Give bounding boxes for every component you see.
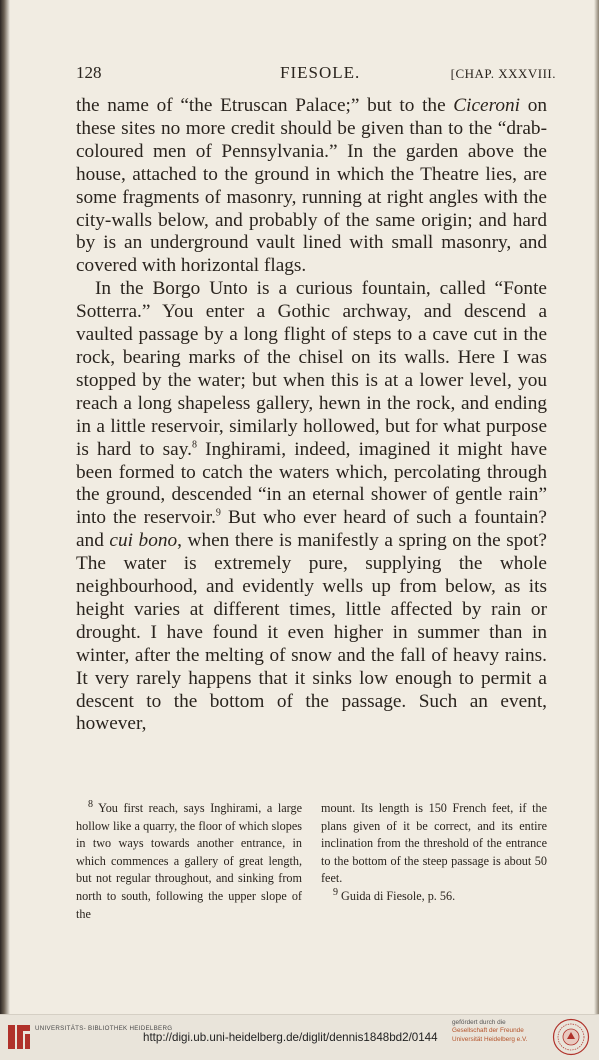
page-number: 128 (76, 63, 102, 82)
footnote-column-left (76, 800, 302, 923)
paragraph: In the Borgo Unto is a curious fountain, called “Fonte Sotterra.” You enter a Gothic archway, and descend a vaulted passage by a long flight of steps to a cave cut in the rock, bearing marks of the chisel on its walls. Here I was stopped by the water; but when this is at a lower level, you reach a long shapeless gallery, hewn in the rock, and ending in a little reservoir, similarly hollowed, but for what purpose is hard to say.$^8$ Inghirami, indeed, imagined it might have been formed to catch the waters which, percolating through the ground, descended “in an eternal shower of gentle rain” into the reservoir.$^9$ But who ever heard of such a fountain? and cui bono, when there is manifestly a spring on the spot? The water is extremely pure, supplying the whole neighbourhood, and evidently wells up from below, as its height varies at different times, little affected by rain or drought. I have found it even higher in summer than in winter, after the melting of snow and the fall of heavy rains. It very rarely happens that it sinks low enough to permit a descent to the bottom of the passage. Such an event, however, (76, 278, 548, 735)
footnote-reference[interactable]: 8 (191, 439, 197, 451)
footnote-8-continued: mount. Its length is 150 French feet, if the plans given of it be correct, and its entire inclination from the threshold of the entrance to the bottom of the steep passage is about 50 feet. (321, 801, 547, 886)
footnote-8: $^8$ You first reach, says Inghirami, a large hollow like a quarry, the floor of which slopes in two ways towards another entrance, in which commences a gallery of great length, but not regular throughout, and sinking from north to south, following the upper slope of the (76, 798, 302, 921)
italic-phrase: cui bono (109, 530, 178, 552)
running-title: FIESOLE. (280, 63, 361, 82)
page-gutter-shadow (0, 0, 10, 1014)
sponsor-line-2: Gesellschaft der Freunde (452, 1027, 524, 1035)
body-text (76, 95, 547, 736)
library-name: UNIVERSITÄTS- BIBLIOTHEK HEIDELBERG (35, 1025, 173, 1032)
sponsor-line-3: Universität Heidelberg e.V. (452, 1035, 528, 1043)
permalink-url[interactable]: http://digi.ub.uni-heidelberg.de/diglit/dennis1848bd2/0144 (143, 1031, 438, 1044)
footnotes (76, 800, 547, 923)
footnote-marker: 8 (88, 798, 93, 810)
italic-phrase: Ciceroni (453, 95, 521, 116)
page-edge (594, 0, 599, 1014)
sponsor-credit (452, 1019, 527, 1044)
running-head (76, 63, 556, 87)
sponsor-line-1: gefördert durch die (452, 1019, 506, 1026)
library-logo-icon[interactable] (6, 1022, 32, 1052)
viewer-footer (0, 1014, 599, 1060)
university-seal-icon (552, 1018, 590, 1056)
paragraph: the name of “the Etruscan Palace;” but to the Ciceroni on these sites no more credit should be given than to the “drab-coloured men of Pennsylvania.” In the garden above the house, attached to the ground in which the Theatre lies, are some fragments of masonry, running at right angles with the city-walls below, and probably of the same origin; and hard by is an underground vault lined with small masonry, and covered with horizontal flags. (76, 95, 547, 277)
chapter-label: [CHAP. XXXVIII. (450, 66, 556, 81)
footnote-marker: 9 (333, 886, 338, 898)
footnote-reference[interactable]: 9 (215, 507, 221, 519)
footnote-9: $^9$ Guida di Fiesole, p. 56. (333, 886, 456, 903)
footnote-column-right (321, 800, 547, 923)
